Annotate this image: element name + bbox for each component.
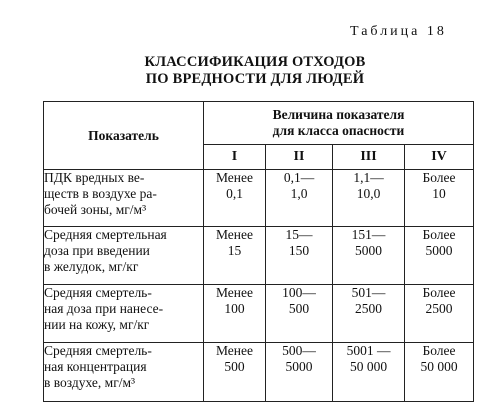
value-class-2: 500— 5000	[266, 343, 333, 402]
indicator-line: Средняя смертельная	[44, 227, 167, 242]
header-group-line-1: Величина показателя	[272, 107, 405, 122]
value-class-3: 5001 — 50 000	[333, 343, 405, 402]
row-indicator	[44, 343, 204, 402]
header-group-line-2: для класса опасности	[272, 123, 405, 138]
indicator-line: нии на кожу, мг/кг	[44, 317, 150, 332]
indicator-line: в желудок, мг/кг	[44, 259, 139, 274]
value-class-3: 1,1— 10,0	[333, 170, 405, 227]
row-indicator	[44, 285, 204, 343]
value-class-1: Менее 100	[204, 285, 266, 343]
header-group	[204, 102, 474, 145]
table-caption	[60, 54, 450, 88]
value-class-4: Более 2500	[405, 285, 474, 343]
caption-line-2: ПО ВРЕДНОСТИ ДЛЯ ЛЮДЕЙ	[145, 71, 365, 87]
indicator-line: ная доза при нанесе-	[44, 301, 164, 316]
indicator-line: доза при введении	[44, 243, 150, 258]
value-class-3: 501— 2500	[333, 285, 405, 343]
value-class-2: 15— 150	[266, 227, 333, 285]
indicator-line: ществ в воздухе ра-	[44, 186, 157, 201]
indicator-line: в воздухе, мг/м³	[44, 375, 136, 390]
header-class-1: I	[204, 145, 266, 170]
caption-line-1: КЛАССИФИКАЦИЯ ОТХОДОВ	[144, 54, 366, 70]
value-class-4: Более 10	[405, 170, 474, 227]
table-row	[44, 227, 474, 285]
table-row	[44, 170, 474, 227]
table-number-label: Таблица 18	[350, 24, 447, 39]
header-indicator: Показатель	[44, 102, 204, 170]
header-class-2: II	[266, 145, 333, 170]
row-indicator	[44, 227, 204, 285]
value-class-3: 151— 5000	[333, 227, 405, 285]
indicator-line: бочей зоны, мг/м³	[44, 202, 147, 217]
value-class-4: Более 5000	[405, 227, 474, 285]
row-indicator	[44, 170, 204, 227]
indicator-line: Средняя смертель-	[44, 285, 152, 300]
hazard-classification-table	[43, 101, 474, 402]
value-class-2: 100— 500	[266, 285, 333, 343]
indicator-line: ная концентрация	[44, 359, 147, 374]
header-class-4: IV	[405, 145, 474, 170]
value-class-4: Более 50 000	[405, 343, 474, 402]
table-row	[44, 285, 474, 343]
header-class-3: III	[333, 145, 405, 170]
value-class-1: Менее 0,1	[204, 170, 266, 227]
value-class-1: Менее 500	[204, 343, 266, 402]
table-row	[44, 343, 474, 402]
indicator-line: Средняя смертель-	[44, 343, 152, 358]
indicator-line: ПДК вредных ве-	[44, 170, 145, 185]
value-class-2: 0,1— 1,0	[266, 170, 333, 227]
value-class-1: Менее 15	[204, 227, 266, 285]
